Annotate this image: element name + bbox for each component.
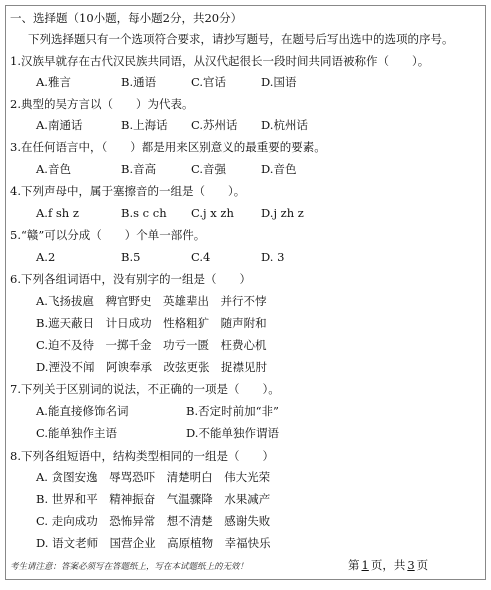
question-5-option-c: C.4	[191, 250, 211, 264]
exam-page	[5, 5, 486, 580]
question-8-option-b: B. 世界和平 精神振奋 气温骤降 水果减产	[36, 492, 271, 506]
question-1-option-b: B.通语	[121, 75, 157, 89]
question-4-option-b: B.s c ch	[121, 206, 167, 220]
question-8-option-a: A. 贪图安逸 辱骂恐吓 清楚明白 伟大光荣	[36, 470, 271, 484]
question-3-stem: 3.在任何语言中，（ ）都是用来区别意义的最重要的要素。	[10, 140, 326, 154]
question-6-option-b: B.遮天蔽日 计日成功 性格粗犷 随声附和	[36, 316, 267, 330]
page-current: 1	[361, 558, 369, 572]
question-4-stem: 4.下列声母中，属于塞擦音的一组是（ ）。	[10, 184, 246, 198]
question-1-option-d: D.国语	[261, 75, 297, 89]
question-5-option-d: D. 3	[261, 250, 285, 264]
question-1-option-c: C.官话	[191, 75, 227, 89]
question-7-option-a: A.能直接修饰名词	[36, 404, 129, 418]
question-3-option-d: D.音色	[261, 162, 297, 176]
page-mid: 页，共	[370, 558, 406, 572]
question-8-option-c: C. 走向成功 恐怖异常 想不清楚 感谢失败	[36, 514, 271, 528]
question-5-option-b: B.5	[121, 250, 141, 264]
question-2-option-d: D.杭州话	[261, 118, 308, 132]
question-7-option-c: C.能单独作主语	[36, 426, 118, 440]
question-2-option-b: B.上海话	[121, 118, 168, 132]
footer-note: 考生请注意：答案必须写在答题纸上，写在本试题纸上的无效！	[10, 562, 249, 572]
page-number	[348, 557, 428, 573]
page-total: 3	[407, 558, 415, 572]
question-1-stem: 1.汉族早就存在古代汉民族共同语，从汉代起很长一段时间共同语被称作（ ）。	[10, 54, 430, 68]
question-5-option-a: A.2	[36, 250, 56, 264]
question-6-option-a: A.飞扬拔扈 稗官野史 英雄辈出 并行不悖	[36, 294, 267, 308]
question-8-stem: 8.下列各组短语中，结构类型相同的一组是（ ）	[10, 449, 274, 463]
question-7-option-b: B.否定时前加“非”	[186, 404, 279, 418]
question-4-option-c: C.j x zh	[191, 206, 234, 220]
question-3-option-c: C.音强	[191, 162, 227, 176]
question-6-stem: 6.下列各组词语中，没有别字的一组是（ ）	[10, 272, 251, 286]
section-instruction: 下列选择题只有一个选项符合要求，请抄写题号，在题号后写出选中的选项的序号。	[28, 32, 454, 46]
question-4-option-a: A.f sh z	[36, 206, 79, 220]
question-7-option-d: D.不能单独作谓语	[186, 426, 279, 440]
question-2-option-c: C.苏州话	[191, 118, 238, 132]
page-suffix: 页	[416, 558, 429, 572]
question-7-stem: 7.下列关于区别词的说法，不正确的一项是（ ）。	[10, 382, 280, 396]
question-2-stem: 2.典型的吴方言以（ ）为代表。	[10, 97, 194, 111]
question-3-option-a: A.音色	[36, 162, 71, 176]
question-6-option-d: D.湮没不闻 阿谀奉承 改弦更张 捉襟见肘	[36, 360, 267, 374]
question-6-option-c: C.迫不及待 一掷千金 功亏一匮 枉费心机	[36, 338, 267, 352]
section-title: 一、选择题（10小题，每小题2分，共20分）	[10, 11, 243, 25]
question-2-option-a: A.南通话	[36, 118, 83, 132]
question-8-option-d: D. 语文老师 国营企业 高原植物 幸福快乐	[36, 536, 271, 550]
page-prefix: 第	[348, 558, 360, 572]
question-1-option-a: A.雅言	[36, 75, 71, 89]
question-5-stem: 5.“赣”可以分成（ ）个单一部件。	[10, 228, 206, 242]
question-4-option-d: D.j zh z	[261, 206, 304, 220]
question-3-option-b: B.音高	[121, 162, 157, 176]
